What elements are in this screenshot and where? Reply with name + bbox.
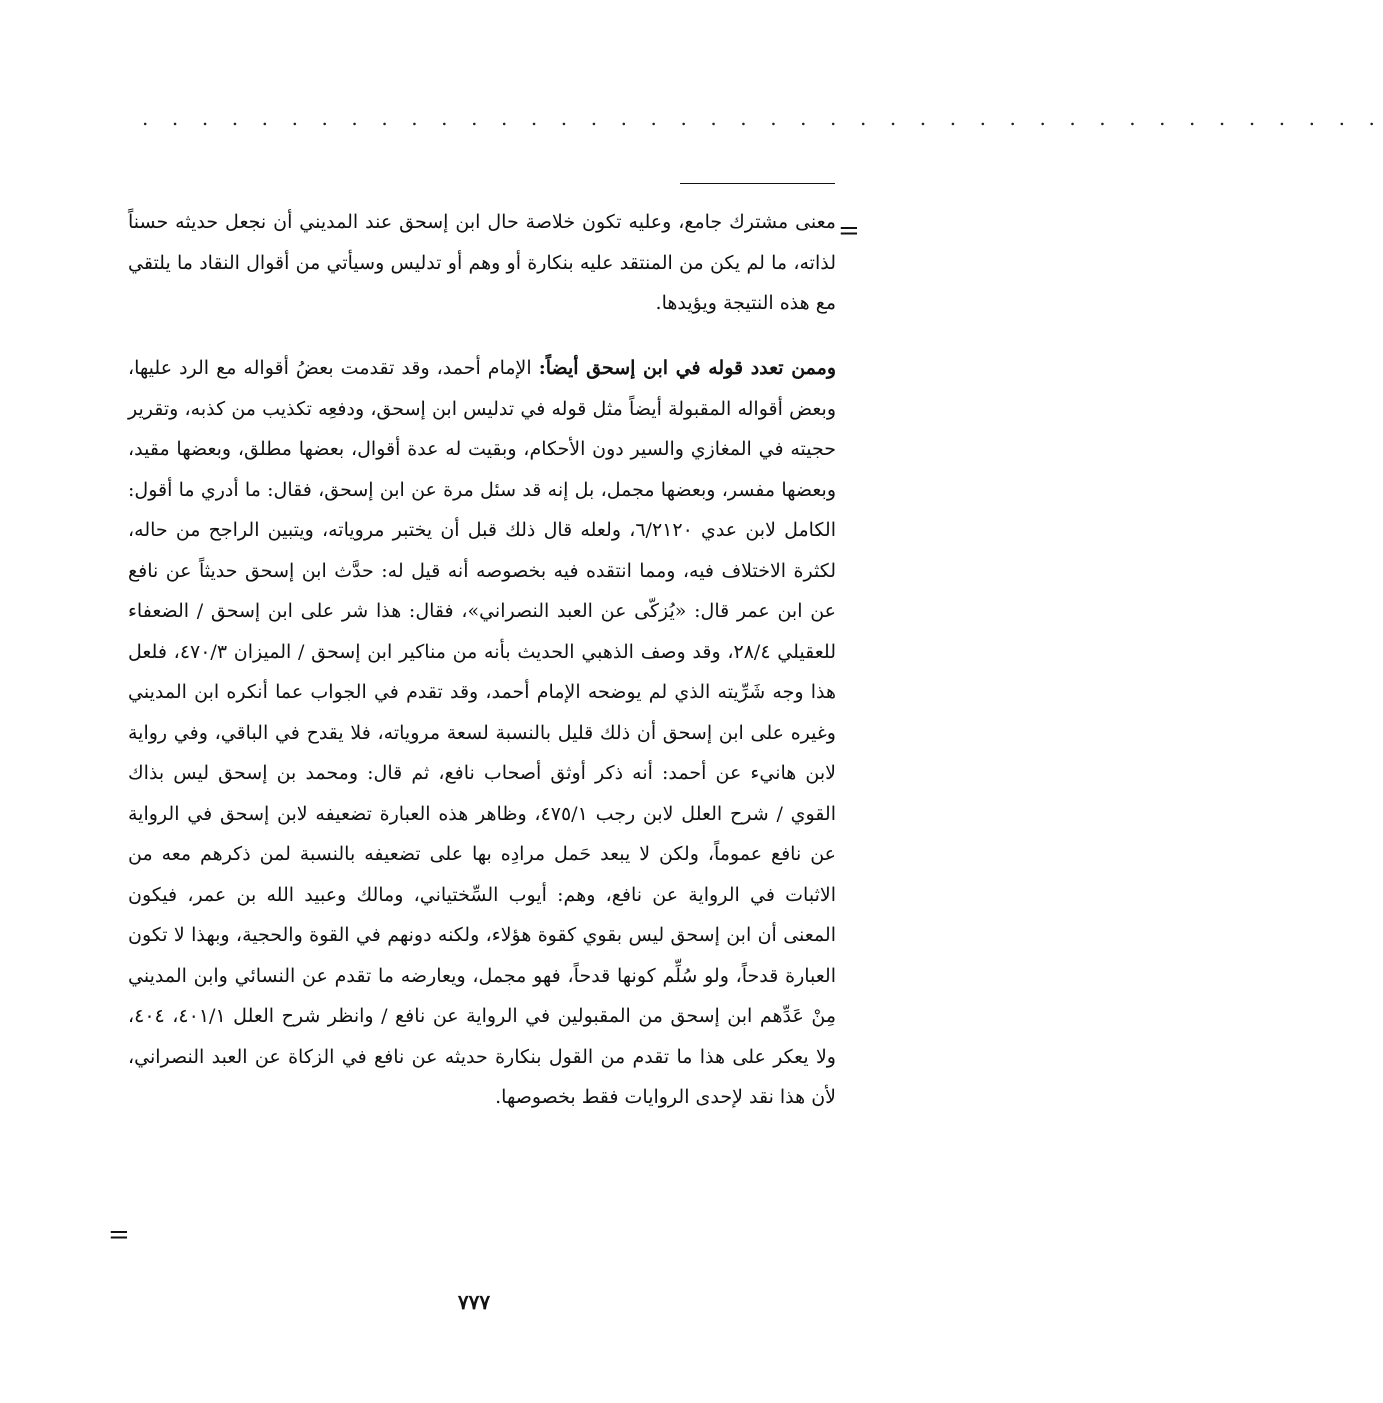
- footnote-body: [128, 348, 836, 1118]
- footnote-lead: وممن تعدد قوله في ابن إسحق أيضاً:: [538, 357, 836, 379]
- page-number: ٧٧٧: [457, 1290, 491, 1314]
- continuation-mark-top: =: [838, 216, 860, 246]
- footnote-paragraph: [128, 348, 836, 1118]
- footnote-paragraph-continued: [128, 202, 836, 324]
- footnote-text: الإمام أحمد، وقد تقدمت بعضُ أقواله مع الرد عليها، وبعض أقواله المقبولة أيضاً مثل قوله في تدليس ابن إسحق، ودفعِه تكذيب من كذبه، وتقرير حجيته في المغازي والسير دون الأحكام، وبقيت له عدة أقوال، بعضها مطلق، وبعضها مقيد، وبعضها مفسر، وبعضها مجمل، بل إنه قد سئل مرة عن ابن إسحق، فقال: ما أدري ما أقول: الكامل لابن عدي ٦/٢١٢٠، ولعله قال ذلك قبل أن يختبر مروياته، ويتبين الراجح من حاله، لكثرة الاختلاف فيه، ومما انتقده فيه بخصوصه أنه قيل له: حدَّث ابن إسحق حديثاً عن نافع عن ابن عمر قال: «يُزكّى عن العبد النصراني»، فقال: هذا شر على ابن إسحق / الضعفاء للعقيلي ٢٨/٤، وقد وصف الذهبي الحديث بأنه من مناكير ابن إسحق / الميزان ٤٧٠/٣، فلعل هذا وجه شَرِّيته الذي لم يوضحه الإمام أحمد، وقد تقدم في الجواب عما أنكره ابن المديني وغيره على ابن إسحق أن ذلك قليل بالنسبة لسعة مروياته، فلا يقدح في الباقي، وفي رواية لابن هانيء عن أحمد: أنه ذكر أوثق أصحاب نافع، ثم قال: ومحمد بن إسحق ليس بذاك القوي / شرح العلل لابن رجب ٤٧٥/١، وظاهر هذه العبارة تضعيفه لابن إسحق في الرواية عن نافع عموماً، ولكن لا يبعد حَمل مرادِه بها على تضعيفه بالنسبة لمن ذكرهم معه من الاثبات في الرواية عن نافع، وهم: أيوب السِّختياني، ومالك وعبيد الله بن عمر، فيكون المعنى أن ابن إسحق ليس بقوي كقوة هؤلاء، ولكنه دونهم في القوة والحجية، وبهذا لا تكون العبارة قدحاً، ولو سُلِّم كونها قدحاً، فهو مجمل، ويعارضه ما تقدم عن النسائي وابن المديني مِنْ عَدِّهم ابن إسحق من المقبولين في الرواية عن نافع / وانظر شرح العلل ٤٠١/١، ٤٠٤، ولا يعكر على هذا ما تقدم من القول بنكارة حديثه عن نافع في الزكاة عن العبد النصراني، لأن هذا نقد لإحدى الروايات فقط بخصوصها.: [128, 357, 837, 1108]
- footnote-rule: [680, 183, 835, 184]
- continuation-mark-bottom: =: [108, 1220, 130, 1250]
- footnote-text: معنى مشترك جامع، وعليه تكون خلاصة حال ابن إسحق عند المديني أن نجعل حديثه حسناً لذاته، ما لم يكن من المنتقد عليه بنكارة أو وهم أو تدليس وسيأتي من أقوال النقاد ما يلتقي مع هذه النتيجة ويؤيدها.: [128, 211, 836, 314]
- dotted-separator: . . . . . . . . . . . . . . . . . . . . . . . . . . . . . . . . . . . . . . . . . .: [142, 106, 1383, 130]
